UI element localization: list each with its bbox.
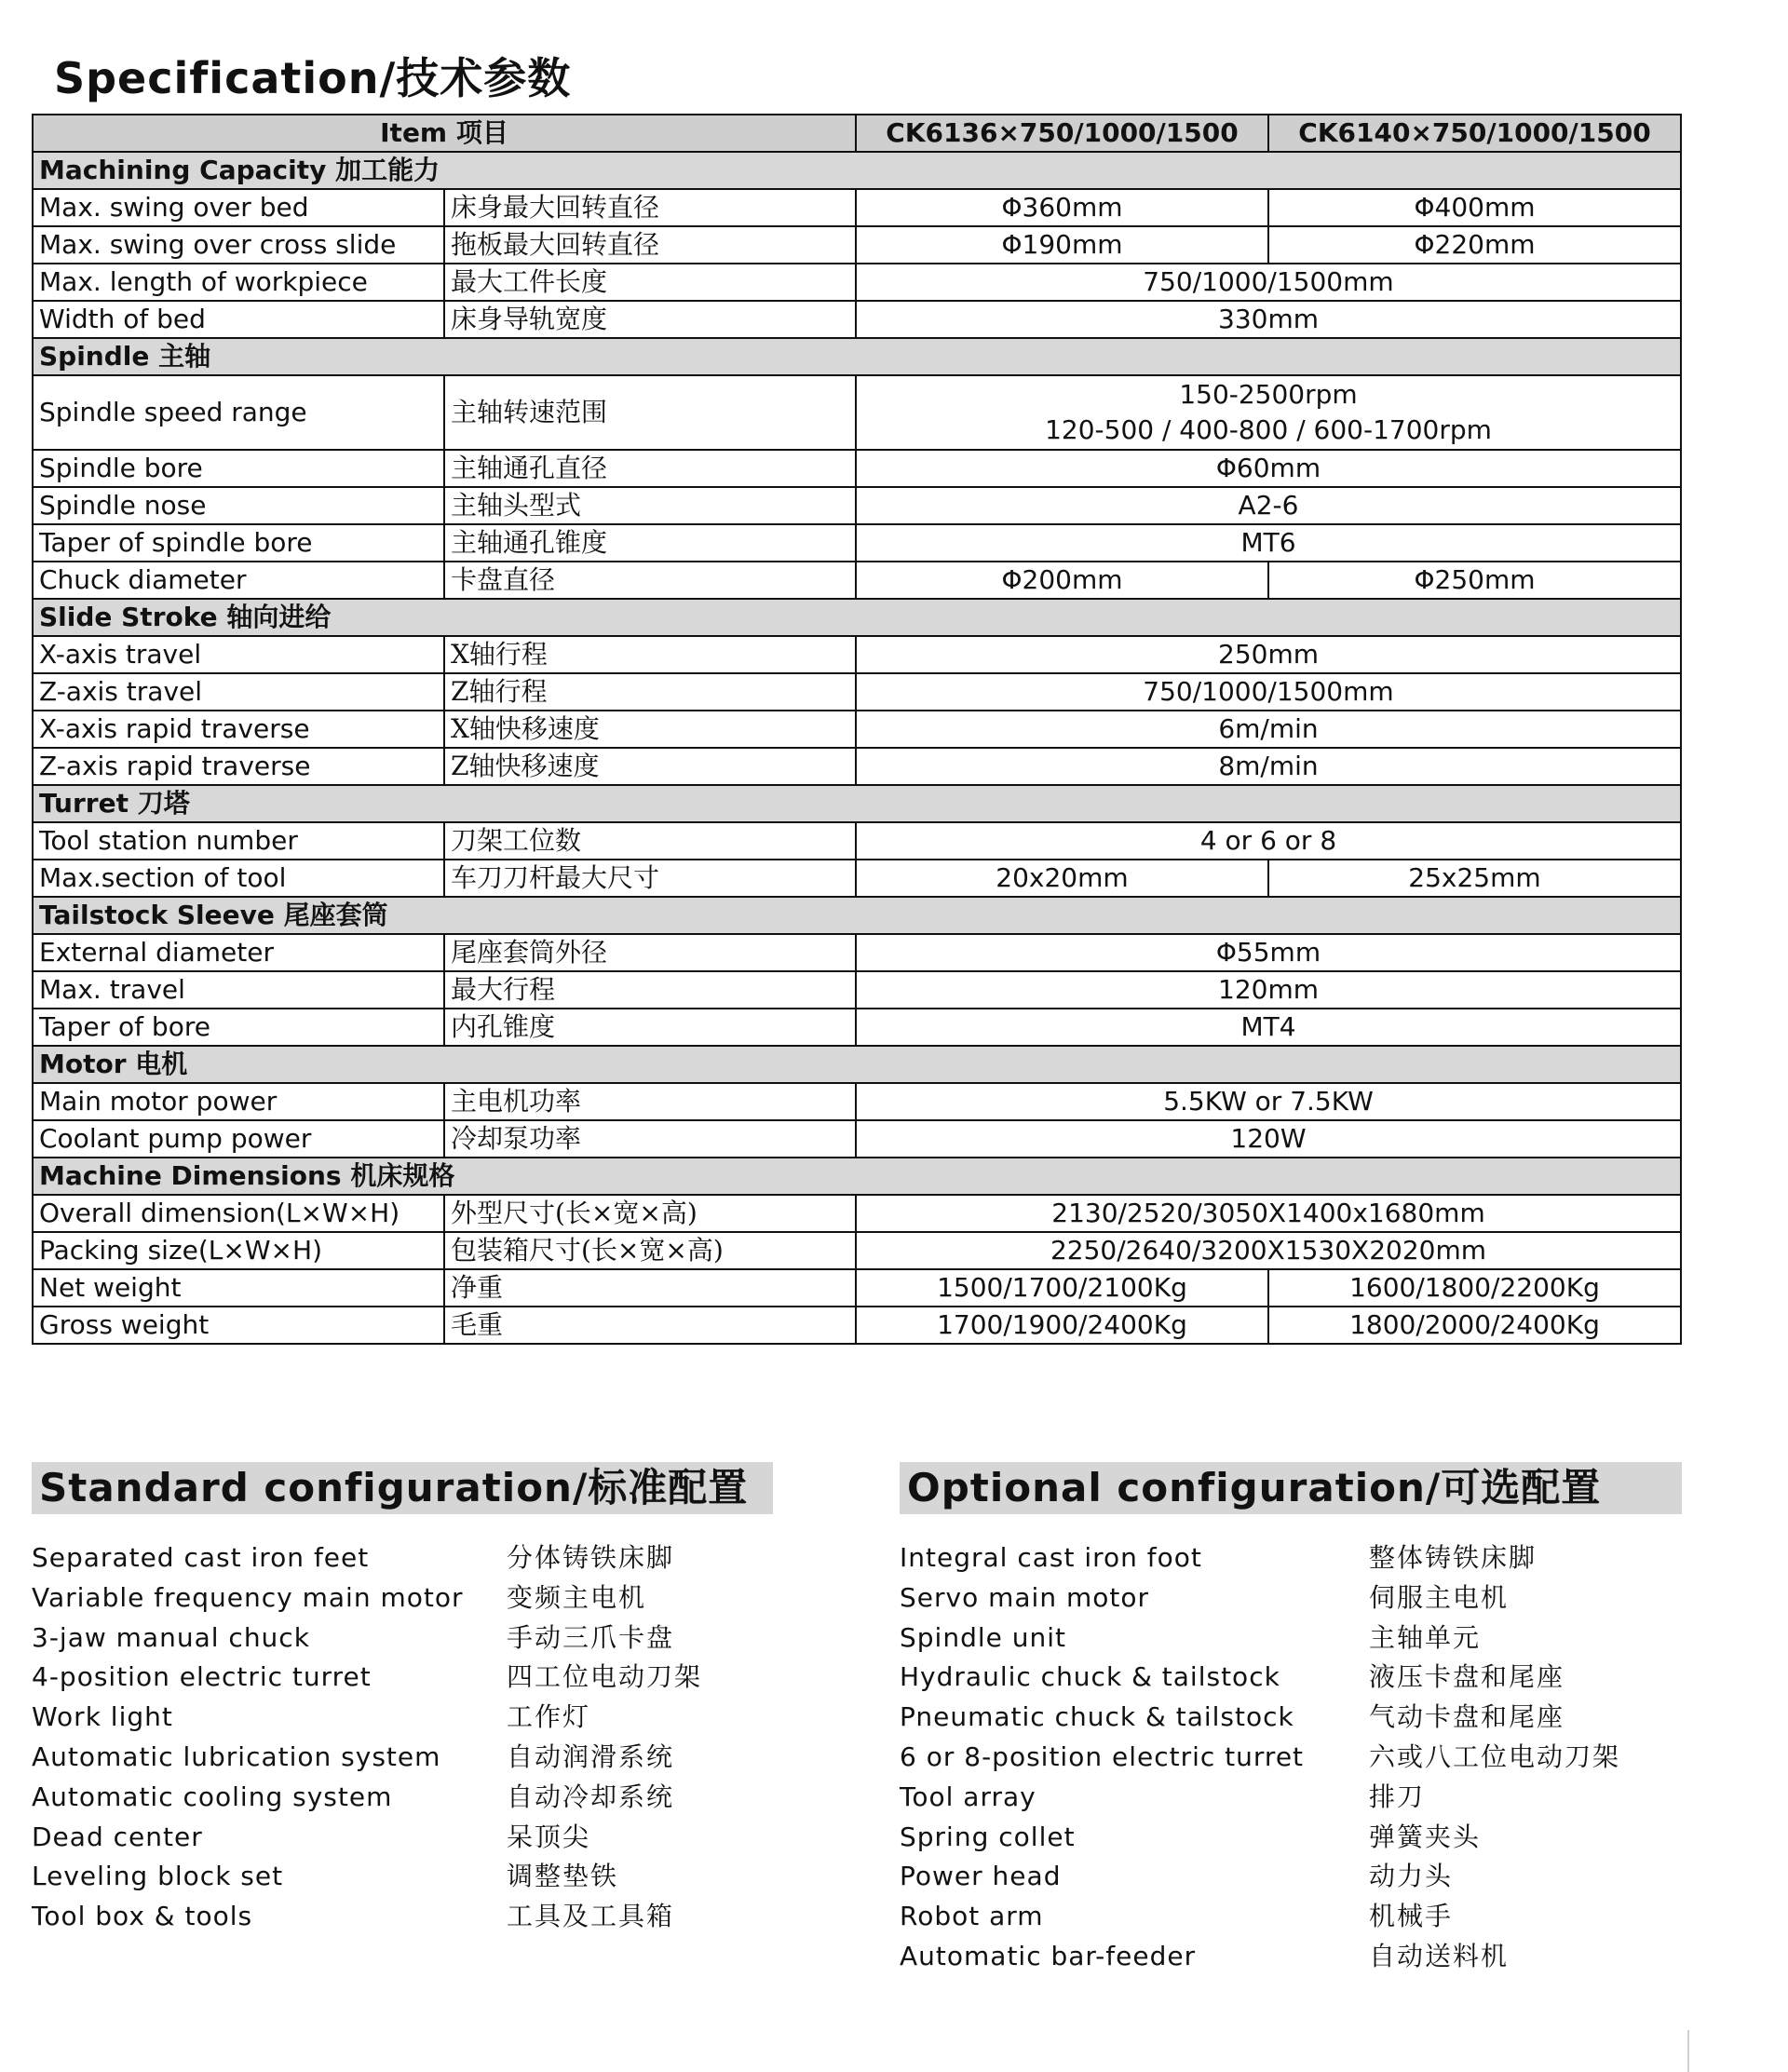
config-item-en: Power head <box>900 1861 1062 1892</box>
value-shared: MT6 <box>856 524 1681 562</box>
item-name-cn: Z轴行程 <box>444 673 856 711</box>
value-ck6136: 20x20mm <box>856 860 1268 897</box>
section-row <box>33 599 1681 636</box>
config-item <box>900 1578 1645 1618</box>
config-item-cn: 主轴单元 <box>1369 1621 1482 1653</box>
item-name-en: Coolant pump power <box>33 1120 444 1158</box>
header-ck6140: CK6140×750/1000/1500 <box>1268 115 1681 152</box>
table-row <box>33 711 1681 748</box>
item-name-cn: 外型尺寸(长×宽×高) <box>444 1195 856 1232</box>
table-row <box>33 562 1681 599</box>
table-row <box>33 636 1681 673</box>
config-item <box>32 1897 739 1937</box>
table-row <box>33 1083 1681 1120</box>
config-item <box>32 1658 739 1698</box>
config-item-cn: 自动送料机 <box>1369 1940 1510 1971</box>
config-item-cn: 手动三爪卡盘 <box>507 1621 675 1653</box>
config-item-en: Automatic cooling system <box>32 1781 393 1812</box>
section-row <box>33 897 1681 934</box>
config-item-cn: 呆顶尖 <box>507 1821 591 1852</box>
item-name-en: Width of bed <box>33 301 444 338</box>
config-item <box>32 1738 739 1778</box>
config-item <box>900 1698 1645 1738</box>
table-row <box>33 673 1681 711</box>
item-name-cn: 主电机功率 <box>444 1083 856 1120</box>
item-name-en: Spindle nose <box>33 487 444 524</box>
value-shared: 6m/min <box>856 711 1681 748</box>
item-name-cn: 毛重 <box>444 1307 856 1344</box>
config-item <box>900 1818 1645 1858</box>
section-row <box>33 1046 1681 1083</box>
item-name-cn: 主轴通孔直径 <box>444 450 856 487</box>
config-item <box>900 1937 1645 1977</box>
section-row <box>33 785 1681 822</box>
table-row <box>33 524 1681 562</box>
config-item-cn: 工作灯 <box>507 1701 591 1733</box>
section-title: Motor 电机 <box>33 1046 1681 1083</box>
standard-config-title: Standard configuration/标准配置 <box>32 1462 773 1514</box>
optional-config-title: Optional configuration/可选配置 <box>900 1462 1682 1514</box>
config-item <box>900 1778 1645 1818</box>
value-shared: 330mm <box>856 301 1681 338</box>
item-name-cn: 床身导轨宽度 <box>444 301 856 338</box>
config-item-en: Automatic bar-feeder <box>900 1940 1197 1971</box>
item-name-cn: 内孔锥度 <box>444 1009 856 1046</box>
config-item-en: Robot arm <box>900 1901 1044 1932</box>
value-ck6136: Φ190mm <box>856 226 1268 264</box>
table-row <box>33 1009 1681 1046</box>
table-row <box>33 450 1681 487</box>
config-item-en: Tool array <box>900 1781 1036 1812</box>
config-item-en: 4-position electric turret <box>32 1661 372 1693</box>
config-item-cn: 六或八工位电动刀架 <box>1369 1740 1621 1772</box>
config-item-en: Work light <box>32 1701 173 1733</box>
config-item <box>32 1818 739 1858</box>
config-item-cn: 机械手 <box>1369 1901 1454 1932</box>
config-item <box>32 1538 739 1578</box>
config-item-en: Servo main motor <box>900 1581 1149 1613</box>
item-name-cn: 主轴通孔锥度 <box>444 524 856 562</box>
value-ck6140: Φ400mm <box>1268 189 1681 226</box>
config-item-en: Spring collet <box>900 1821 1076 1852</box>
config-item-en: Separated cast iron feet <box>32 1542 370 1573</box>
config-item-en: Variable frequency main motor <box>32 1581 464 1613</box>
config-item-cn: 工具及工具箱 <box>507 1901 675 1932</box>
item-name-en: Max. travel <box>33 971 444 1009</box>
item-name-en: Chuck diameter <box>33 562 444 599</box>
table-row <box>33 1269 1681 1307</box>
item-name-en: X-axis rapid traverse <box>33 711 444 748</box>
item-name-cn: 包装箱尺寸(长×宽×高) <box>444 1232 856 1269</box>
config-item-cn: 变频主电机 <box>507 1581 647 1613</box>
item-name-cn: X轴行程 <box>444 636 856 673</box>
config-item-en: 3-jaw manual chuck <box>32 1621 310 1653</box>
value-line-2: 120-500 / 400-800 / 600-1700rpm <box>1045 414 1492 445</box>
value-shared: 5.5KW or 7.5KW <box>856 1083 1681 1120</box>
item-name-en: Net weight <box>33 1269 444 1307</box>
item-name-en: Overall dimension(L×W×H) <box>33 1195 444 1232</box>
config-item <box>900 1618 1645 1659</box>
value-shared <box>856 375 1681 450</box>
config-item-en: Automatic lubrication system <box>32 1740 441 1772</box>
value-ck6140: 1600/1800/2200Kg <box>1268 1269 1681 1307</box>
section-title: Machining Capacity 加工能力 <box>33 152 1681 189</box>
config-item-en: Integral cast iron foot <box>900 1542 1202 1573</box>
value-ck6140: Φ220mm <box>1268 226 1681 264</box>
config-item-en: Leveling block set <box>32 1861 284 1892</box>
specification-table <box>32 114 1682 1345</box>
value-shared: 2250/2640/3200X1530X2020mm <box>856 1232 1681 1269</box>
config-item-cn: 弹簧夹头 <box>1369 1821 1482 1852</box>
value-ck6140: 1800/2000/2400Kg <box>1268 1307 1681 1344</box>
config-item <box>32 1618 739 1659</box>
page-edge-line <box>1687 2030 1689 2072</box>
config-item-cn: 分体铸铁床脚 <box>507 1542 675 1573</box>
item-name-cn: 尾座套筒外径 <box>444 934 856 971</box>
table-row <box>33 189 1681 226</box>
item-name-en: Main motor power <box>33 1083 444 1120</box>
item-name-en: Taper of bore <box>33 1009 444 1046</box>
item-name-cn: Z轴快移速度 <box>444 748 856 785</box>
value-ck6136: Φ200mm <box>856 562 1268 599</box>
item-name-en: Taper of spindle bore <box>33 524 444 562</box>
value-shared: 750/1000/1500mm <box>856 673 1681 711</box>
item-name-cn: X轴快移速度 <box>444 711 856 748</box>
table-row <box>33 1195 1681 1232</box>
config-item-en: Pneumatic chuck & tailstock <box>900 1701 1294 1733</box>
section-row <box>33 152 1681 189</box>
value-shared: Φ55mm <box>856 934 1681 971</box>
value-shared: 4 or 6 or 8 <box>856 822 1681 860</box>
item-name-cn: 拖板最大回转直径 <box>444 226 856 264</box>
item-name-en: X-axis travel <box>33 636 444 673</box>
config-item-cn: 整体铸铁床脚 <box>1369 1542 1537 1573</box>
value-shared: 120mm <box>856 971 1681 1009</box>
item-name-cn: 主轴转速范围 <box>444 375 856 450</box>
config-item-cn: 自动润滑系统 <box>507 1740 675 1772</box>
config-item-cn: 四工位电动刀架 <box>507 1661 703 1693</box>
value-ck6140: 25x25mm <box>1268 860 1681 897</box>
table-row <box>33 934 1681 971</box>
item-name-en: Gross weight <box>33 1307 444 1344</box>
item-name-en: Packing size(L×W×H) <box>33 1232 444 1269</box>
value-shared: A2-6 <box>856 487 1681 524</box>
page-title: Specification/技术参数 <box>54 53 572 103</box>
table-row <box>33 1120 1681 1158</box>
table-row <box>33 748 1681 785</box>
table-row <box>33 1307 1681 1344</box>
value-shared: 2130/2520/3050X1400x1680mm <box>856 1195 1681 1232</box>
item-name-cn: 刀架工位数 <box>444 822 856 860</box>
config-item-en: Tool box & tools <box>32 1901 253 1932</box>
value-shared: 750/1000/1500mm <box>856 264 1681 301</box>
config-item-cn: 液压卡盘和尾座 <box>1369 1661 1565 1693</box>
value-shared: 250mm <box>856 636 1681 673</box>
config-item <box>32 1778 739 1818</box>
section-title: Machine Dimensions 机床规格 <box>33 1158 1681 1195</box>
item-name-en: Spindle speed range <box>33 375 444 450</box>
item-name-en: Max. swing over bed <box>33 189 444 226</box>
config-item <box>32 1698 739 1738</box>
item-name-cn: 最大行程 <box>444 971 856 1009</box>
item-name-en: Z-axis rapid traverse <box>33 748 444 785</box>
item-name-cn: 车刀刀杆最大尺寸 <box>444 860 856 897</box>
table-row <box>33 487 1681 524</box>
table-row <box>33 971 1681 1009</box>
item-name-en: Tool station number <box>33 822 444 860</box>
header-item: Item 项目 <box>33 115 856 152</box>
config-item-cn: 气动卡盘和尾座 <box>1369 1701 1565 1733</box>
section-title: Turret 刀塔 <box>33 785 1681 822</box>
config-item-cn: 排刀 <box>1369 1781 1426 1812</box>
value-shared: Φ60mm <box>856 450 1681 487</box>
config-item <box>900 1738 1645 1778</box>
item-name-cn: 床身最大回转直径 <box>444 189 856 226</box>
item-name-en: Spindle bore <box>33 450 444 487</box>
table-row <box>33 301 1681 338</box>
value-ck6136: 1700/1900/2400Kg <box>856 1307 1268 1344</box>
config-item <box>900 1538 1645 1578</box>
config-item <box>900 1857 1645 1897</box>
table-row <box>33 264 1681 301</box>
config-item-en: 6 or 8-position electric turret <box>900 1740 1305 1772</box>
value-shared: 120W <box>856 1120 1681 1158</box>
header-ck6136: CK6136×750/1000/1500 <box>856 115 1268 152</box>
item-name-en: Z-axis travel <box>33 673 444 711</box>
table-row <box>33 226 1681 264</box>
optional-config-list <box>900 1538 1645 1977</box>
value-shared: MT4 <box>856 1009 1681 1046</box>
item-name-cn: 最大工件长度 <box>444 264 856 301</box>
section-title: Slide Stroke 轴向进给 <box>33 599 1681 636</box>
table-row <box>33 1232 1681 1269</box>
item-name-cn: 冷却泵功率 <box>444 1120 856 1158</box>
table-row <box>33 822 1681 860</box>
config-item-cn: 调整垫铁 <box>507 1861 619 1892</box>
section-row <box>33 1158 1681 1195</box>
config-item-cn: 动力头 <box>1369 1861 1454 1892</box>
item-name-cn: 卡盘直径 <box>444 562 856 599</box>
table-header-row <box>33 115 1681 152</box>
config-item-cn: 伺服主电机 <box>1369 1581 1510 1613</box>
value-shared: 8m/min <box>856 748 1681 785</box>
config-item-en: Spindle unit <box>900 1621 1067 1653</box>
config-item-cn: 自动冷却系统 <box>507 1781 675 1812</box>
item-name-en: Max. length of workpiece <box>33 264 444 301</box>
config-item-en: Dead center <box>32 1821 203 1852</box>
value-ck6140: Φ250mm <box>1268 562 1681 599</box>
value-ck6136: Φ360mm <box>856 189 1268 226</box>
item-name-en: External diameter <box>33 934 444 971</box>
config-item-en: Hydraulic chuck & tailstock <box>900 1661 1280 1693</box>
section-row <box>33 338 1681 375</box>
value-ck6136: 1500/1700/2100Kg <box>856 1269 1268 1307</box>
table-row <box>33 375 1681 450</box>
config-item <box>32 1857 739 1897</box>
item-name-cn: 净重 <box>444 1269 856 1307</box>
section-title: Spindle 主轴 <box>33 338 1681 375</box>
item-name-en: Max. swing over cross slide <box>33 226 444 264</box>
standard-config-list <box>32 1538 739 1937</box>
config-item <box>32 1578 739 1618</box>
config-item <box>900 1897 1645 1937</box>
config-item <box>900 1658 1645 1698</box>
section-title: Tailstock Sleeve 尾座套筒 <box>33 897 1681 934</box>
item-name-en: Max.section of tool <box>33 860 444 897</box>
item-name-cn: 主轴头型式 <box>444 487 856 524</box>
value-line-1: 150-2500rpm <box>1179 379 1358 410</box>
table-row <box>33 860 1681 897</box>
